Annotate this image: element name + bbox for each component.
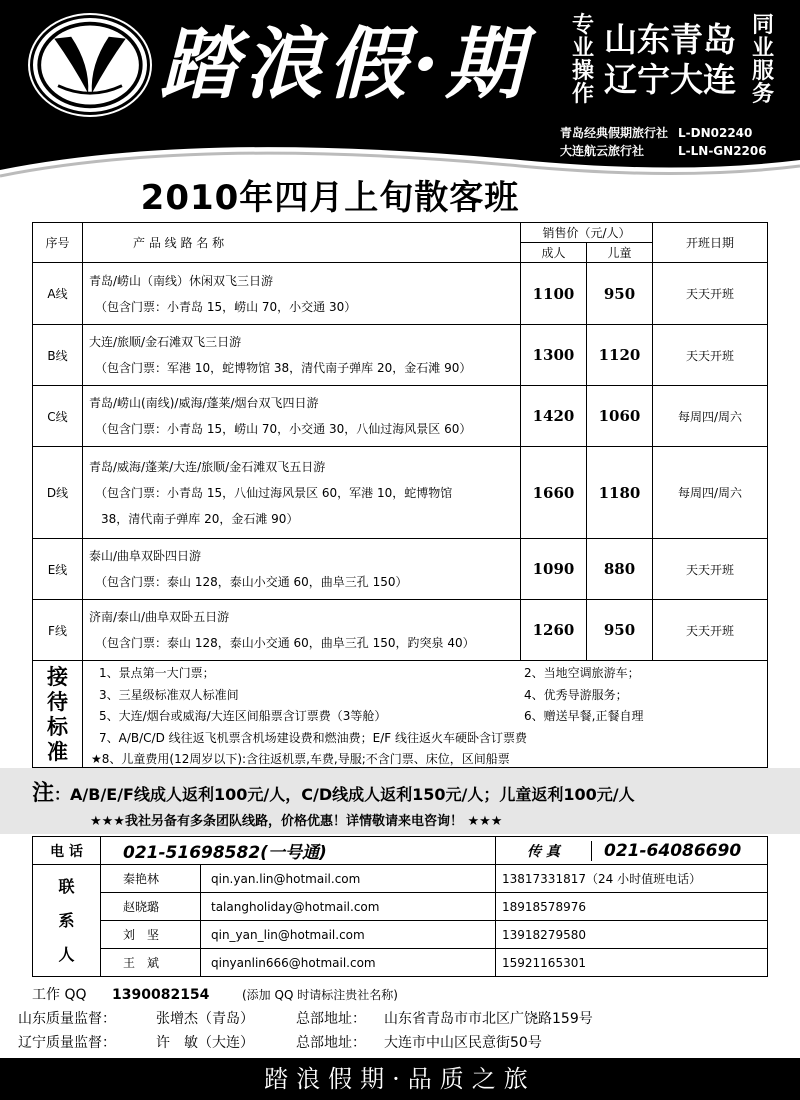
list-item: 6、赠送早餐,正餐自理 [524,709,644,723]
tel-label: 电 话 [33,837,101,865]
tel-number: 021-51698582(一号通) [101,837,496,865]
contact-name: 刘 坚 [101,921,201,949]
contact-email[interactable]: qinyanlin666@hotmail.com [201,949,496,977]
col-header-child: 儿童 [587,243,653,263]
contact-name: 王 斌 [101,949,201,977]
list-item: 2、当地空调旅游车； [524,666,640,680]
shandong-supervision: 山东质量监督： 张增杰（青岛） 总部地址： 山东省青岛市市北区广饶路159号 [18,1011,593,1027]
table-row: D线 青岛/威海/蓬莱/大连/旅顺/金石滩双飞五日游 （包含门票：小青岛 15，八仙过海风景区 60，军港 10，蛇博物馆 38，清代南子弹库 20，金石滩 90） 1660 1180 每周四/周六 [33,447,768,539]
contact-table [32,836,768,977]
agency-licenses: 青岛经典假期旅行社 L-DN02240 大连航云旅行社 L-LN-GN2206 [560,126,767,158]
contact-phone: 13817331817（24 小时值班电话） [496,865,768,893]
reception-label: 接 待 标 准 [33,661,83,767]
city-list [604,20,736,100]
footer-slogan: 踏浪假期·品质之旅 [0,1058,800,1100]
col-header-price: 销售价（元/人） [521,223,653,243]
contact-phone: 15921165301 [496,949,768,977]
fax-label: 传 真 [496,841,592,861]
page-title: 2010年四月上旬散客班 [140,178,520,218]
col-header-date: 开班日期 [653,223,768,263]
table-row: C线 青岛/崂山(南线)/威海/蓬莱/烟台双飞四日游 （包含门票：小青岛 15，崂山 70，小交通 30，八仙过海风景区 60） 1420 1060 每周四/周六 [33,386,768,447]
side-text-left: 专 业 操 作 [572,13,595,107]
table-row: B线 大连/旅顺/金石滩双飞三日游 （包含门票：军港 10，蛇博物馆 38，清代南子弹库 20，金石滩 90） 1300 1120 天天开班 [33,325,768,386]
rebate-text: ：A/B/E/F线成人返利100元/人，C/D线成人返利150元/人；儿童返利100元/人 [54,785,635,804]
contact-email[interactable]: qin_yan_lin@hotmail.com [201,921,496,949]
reception-list [91,663,644,771]
fax-number: 021-64086690 [604,840,742,861]
reception-standards [32,660,768,768]
contact-email[interactable]: qin.yan.lin@hotmail.com [201,865,496,893]
contact-name: 秦艳林 [101,865,201,893]
work-qq: 工作 QQ 1390082154 (添加 QQ 时请标注贵社名称) [32,987,398,1003]
col-header-adult: 成人 [521,243,587,263]
city-dalian: 辽宁大连 [604,60,736,99]
liaoning-supervision: 辽宁质量监督： 许 敏（大连） 总部地址： 大连市中山区民意街50号 [18,1035,542,1051]
group-tour-note: ★★★我社另备有多条团队线路，价格优惠！详情敬请来电咨询！ ★★★ [90,814,503,829]
contact-name: 赵晓璐 [101,893,201,921]
contact-phone: 13918279580 [496,921,768,949]
city-qingdao: 山东青岛 [604,20,736,59]
list-item: ★8、儿童费用(12周岁以下):含往返机票,车费,导服;不含门票、床位，区间船票 [91,752,510,766]
note-label: 注 [32,781,55,806]
rebate-note [0,768,800,834]
tour-table [32,222,768,661]
table-row: F线 济南/泰山/曲阜双卧五日游 （包含门票：泰山 128，泰山小交通 60，曲阜三孔 150，趵突泉 40） 1260 950 天天开班 [33,600,768,661]
list-item: 3、三星级标准双人标准间 [99,687,239,702]
company-logo [30,15,150,115]
list-item: 7、A/B/C/D 线往返飞机票含机场建设费和燃油费；E/F 线往返火车硬卧含订票费 [99,730,527,745]
qq-number: 1390082154 [112,987,210,1003]
contact-email[interactable]: talangholiday@hotmail.com [201,893,496,921]
side-text-right: 同 业 服 务 [752,13,775,107]
table-row: E线 泰山/曲阜双卧四日游 （包含门票：泰山 128，泰山小交通 60，曲阜三孔 150） 1090 880 天天开班 [33,539,768,600]
col-header-route: 产 品 线 路 名 称 [83,223,521,263]
col-header-no: 序号 [33,223,83,263]
logo-icon [33,18,147,112]
list-item: 4、优秀导游服务； [524,687,628,702]
table-row: A线 青岛/崂山（南线）休闲双飞三日游 （包含门票：小青岛 15，崂山 70，小交通 30） 1100 950 天天开班 [33,263,768,325]
brand-name: 踏浪假·期 [160,19,530,110]
list-item: 1、景点第一大门票； [99,666,215,680]
list-item: 5、大连/烟台或威海/大连区间船票含订票费（3等舱） [99,709,387,723]
contact-people-label: 联 系 人 [33,865,101,977]
contact-phone: 18918578976 [496,893,768,921]
